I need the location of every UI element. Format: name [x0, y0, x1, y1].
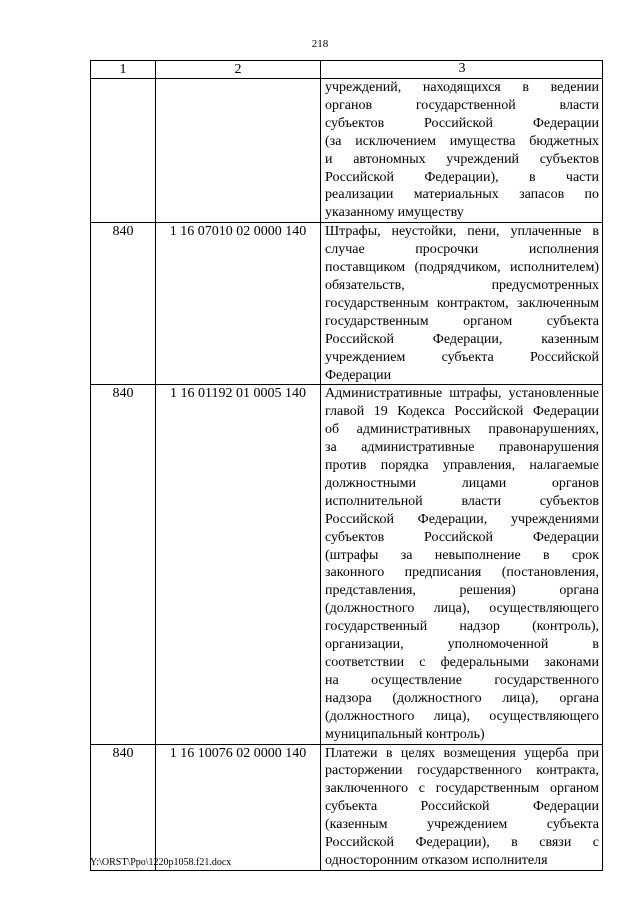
header-col-1: 1 [91, 61, 156, 79]
description-line: Российской Федерации, учреждениями [325, 511, 599, 527]
table-row [91, 79, 603, 223]
page-number: 218 [311, 38, 329, 50]
admin-code-cell: 840 [91, 223, 156, 385]
description-line: субъектов Российской Федерации [325, 529, 599, 545]
admin-code-cell [91, 79, 156, 223]
description-line: Федерации [325, 367, 392, 383]
table-header-row [91, 61, 603, 79]
description-line: (должностного лица), осуществляющего [325, 601, 599, 617]
description-cell [321, 223, 603, 385]
description-line: и автономных учреждений субъектов [325, 151, 599, 167]
description-line: (штрафы за невыполнение в срок [325, 547, 599, 563]
admin-code-cell: 840 [91, 744, 156, 870]
description-line: муниципальный контроль) [325, 726, 485, 742]
description-line: исполнительной власти субъектов [325, 493, 599, 509]
kbk-code-cell: 1 16 07010 02 0000 140 [156, 223, 321, 385]
description-line: надзора (должностного лица), органа [325, 690, 599, 706]
description-line: государственным контрактом, заключенным [325, 295, 599, 311]
description-line: (должностного лица), осуществляющего [325, 708, 599, 724]
description-line: заключенного с государственным органом [325, 781, 599, 797]
header-col-2: 2 [156, 61, 321, 79]
description-line: главой 19 Кодекса Российской Федерации [325, 404, 599, 420]
description-line: обязательств, предусмотренных [325, 277, 599, 293]
description-line: субъектов Российской Федерации [325, 115, 599, 131]
description-line: соответствии с федеральными законами [325, 655, 599, 670]
description-line: учреждений, находящихся в ведении [325, 80, 599, 95]
description-line: реализации материальных запасов по [325, 187, 599, 203]
description-line: организации, уполномоченной в [325, 637, 599, 653]
description-line: указанному имуществу [325, 205, 464, 221]
table-row [91, 385, 603, 744]
description-cell [321, 385, 603, 744]
description-line: субъекта Российской Федерации [325, 799, 599, 815]
table-row [91, 223, 603, 385]
description-line: об административных правонарушениях, [325, 422, 599, 438]
description-line: односторонним отказом исполнителя [325, 852, 548, 868]
description-line: представления, решения) органа [325, 583, 599, 599]
description-line: Российской Федерации, казенным [325, 331, 599, 347]
description-line: Платежи в целях возмещения ущерба при [325, 745, 599, 761]
kbk-code-cell: 1 16 10076 02 0000 140 [156, 744, 321, 870]
description-line: органов государственной власти [325, 97, 599, 113]
description-line: на осуществление государственного [325, 672, 599, 688]
description-line: Российской Федерации), в части [325, 169, 599, 185]
budget-codes-table [90, 60, 603, 871]
kbk-code-cell [156, 79, 321, 223]
description-line: Административные штрафы, установленные [325, 386, 599, 402]
description-line: государственным органом субъекта [325, 313, 599, 329]
description-line: должностными лицами органов [325, 475, 599, 491]
description-line: против порядка управления, налагаемые [325, 458, 599, 474]
description-line: учреждением субъекта Российской [325, 349, 599, 365]
description-cell [321, 744, 603, 870]
description-line: Штрафы, неустойки, пени, уплаченные в [325, 224, 599, 240]
description-line: расторжении государственного контракта, [325, 763, 599, 779]
document-file-path: Y:\ORST\Ppo\1220p1058.f21.docx [90, 857, 232, 868]
description-line: поставщиком (подрядчиком, исполнителем) [325, 260, 599, 276]
description-line: государственный надзор (контроль), [325, 619, 599, 635]
kbk-code-cell: 1 16 01192 01 0005 140 [156, 385, 321, 744]
header-col-3: 3 [321, 61, 603, 79]
table-row [91, 744, 603, 870]
description-line: законного предписания (постановления, [325, 565, 599, 581]
description-line: (за исключением имущества бюджетных [325, 133, 599, 149]
admin-code-cell: 840 [91, 385, 156, 744]
description-line: за административные правонарушения [325, 440, 599, 456]
description-line: Российской Федерации), в связи с [325, 835, 599, 851]
description-cell [321, 79, 603, 223]
description-line: случае просрочки исполнения [325, 242, 599, 258]
description-line: (казенным учреждением субъекта [325, 817, 599, 833]
